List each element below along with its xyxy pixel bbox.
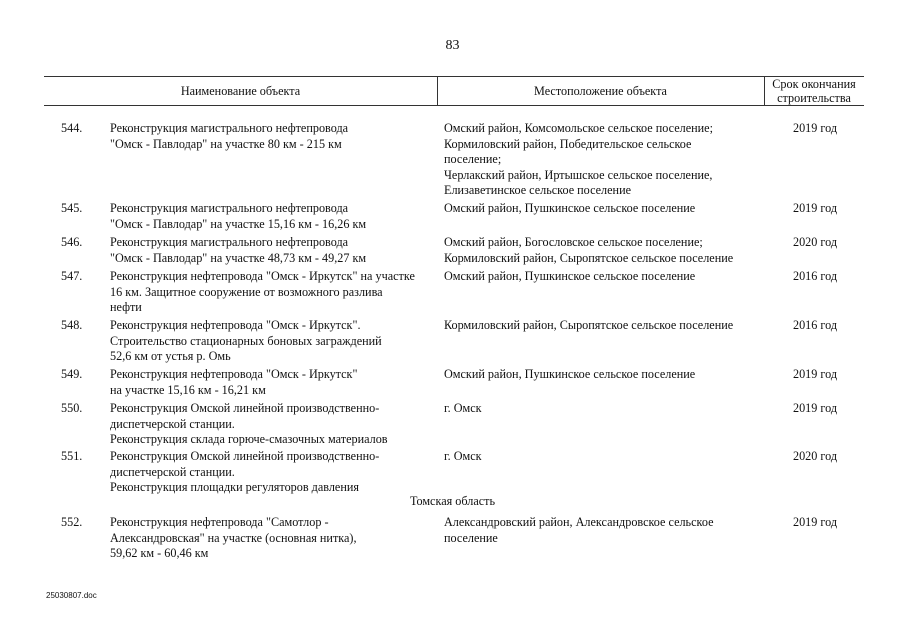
object-location <box>444 121 762 199</box>
completion-term: 2016 год <box>792 318 838 332</box>
header-term-line2: строительства <box>777 90 851 105</box>
row-number: 552. <box>61 515 83 529</box>
row-number: 547. <box>61 269 83 283</box>
completion-term: 2019 год <box>792 367 838 381</box>
object-name-line: Реконструкция нефтепровода "Омск - Иркутск". <box>110 318 361 332</box>
object-location-line: г. Омск <box>444 401 482 415</box>
object-location <box>444 318 762 334</box>
object-name-line: Реконструкция склада горюче-смазочных материалов <box>110 432 388 446</box>
object-location-line: Александровский район, Александровское сельское <box>444 515 714 529</box>
header-location: Местоположение объекта <box>534 83 667 98</box>
completion-term: 2019 год <box>792 121 838 135</box>
object-name <box>110 367 438 398</box>
object-name <box>110 318 438 365</box>
header-term <box>764 76 864 105</box>
completion-term: 2016 год <box>792 269 838 283</box>
object-name-line: диспетчерской станции. <box>110 416 235 431</box>
region-title: Томская область <box>409 494 496 508</box>
row-number: 545. <box>61 201 83 215</box>
object-name-line: Реконструкция магистрального нефтепровода <box>110 121 349 135</box>
object-name <box>110 201 438 232</box>
object-location-line: Черлакский район, Иртышское сельское поселение, <box>444 167 713 182</box>
object-name <box>110 235 438 266</box>
object-name <box>110 401 438 448</box>
object-name-line: "Омск - Павлодар" на участке 48,73 км - 49,27 км <box>110 250 367 265</box>
object-location-line: Кормиловский район, Сыропятское сельское поселение <box>444 318 734 332</box>
object-name-line: Реконструкция нефтепровода "Самотлор - <box>110 515 329 529</box>
object-name-line: Реконструкция нефтепровода "Омск - Иркутск" на участке <box>110 269 415 283</box>
object-location <box>444 235 762 266</box>
object-name-line: "Омск - Павлодар" на участке 15,16 км - 16,26 км <box>110 216 367 231</box>
object-location-line: Омский район, Богословское сельское поселение; <box>444 235 703 249</box>
document-filename: 25030807.doc <box>46 591 97 600</box>
completion-term: 2019 год <box>792 201 838 215</box>
completion-term: 2020 год <box>792 449 838 463</box>
object-location-line: Елизаветинское сельское поселение <box>444 183 631 197</box>
object-name-line: диспетчерской станции. <box>110 464 235 479</box>
object-location <box>444 367 762 383</box>
object-name-line: Строительство стационарных боновых заграждений <box>110 333 382 348</box>
object-name <box>110 515 438 562</box>
object-name-line: Реконструкция площадки регуляторов давления <box>110 480 359 494</box>
object-name-line: на участке 15,16 км - 16,21 км <box>110 382 266 397</box>
completion-term: 2019 год <box>792 401 838 415</box>
object-name-line: Реконструкция Омской линейной производственно- <box>110 449 380 463</box>
row-number: 546. <box>61 235 83 249</box>
object-name <box>110 449 438 496</box>
row-number: 548. <box>61 318 83 332</box>
object-location <box>444 201 762 217</box>
object-location-line: Омский район, Пушкинское сельское поселение <box>444 201 696 215</box>
object-name-line: Реконструкция магистрального нефтепровода <box>110 235 349 249</box>
row-number: 551. <box>61 449 83 463</box>
object-name <box>110 269 438 316</box>
completion-term: 2020 год <box>792 235 838 249</box>
object-location-line: Кормиловский район, Сыропятское сельское поселение <box>444 250 734 265</box>
object-name-line: нефти <box>110 300 142 314</box>
object-name-line: 16 км. Защитное сооружение от возможного разлива <box>110 284 383 299</box>
object-location <box>444 515 762 546</box>
object-name-line: "Омск - Павлодар" на участке 80 км - 215 км <box>110 136 342 151</box>
header-term-line1: Срок окончания <box>772 76 856 91</box>
object-location-line: Омский район, Комсомольское сельское поселение; <box>444 121 713 135</box>
object-name-line: 52,6 км от устья р. Омь <box>110 349 231 363</box>
object-name-line: Реконструкция нефтепровода "Омск - Иркутск" <box>110 367 358 381</box>
object-location <box>444 269 762 285</box>
object-location-line: Кормиловский район, Победительское сельское <box>444 136 692 151</box>
object-name-line: Реконструкция магистрального нефтепровода <box>110 201 349 215</box>
object-location-line: Омский район, Пушкинское сельское поселение <box>444 269 696 283</box>
object-name-line: Александровская" на участке (основная нитка), <box>110 530 357 545</box>
table-header-rule <box>44 105 864 106</box>
object-location <box>444 401 762 417</box>
object-name-line: Реконструкция Омской линейной производственно- <box>110 401 380 415</box>
object-name-line: 59,62 км - 60,46 км <box>110 546 209 560</box>
object-location-line: Омский район, Пушкинское сельское поселение <box>444 367 696 381</box>
object-location-line: поселение; <box>444 152 502 166</box>
row-number: 550. <box>61 401 83 415</box>
object-name <box>110 121 438 152</box>
row-number: 549. <box>61 367 83 381</box>
object-location-line: г. Омск <box>444 449 482 463</box>
row-number: 544. <box>61 121 83 135</box>
object-location <box>444 449 762 465</box>
page-number: 83 <box>445 38 460 53</box>
completion-term: 2019 год <box>792 515 838 529</box>
object-location-line: поселение <box>444 530 498 545</box>
header-name: Наименование объекта <box>180 83 301 98</box>
